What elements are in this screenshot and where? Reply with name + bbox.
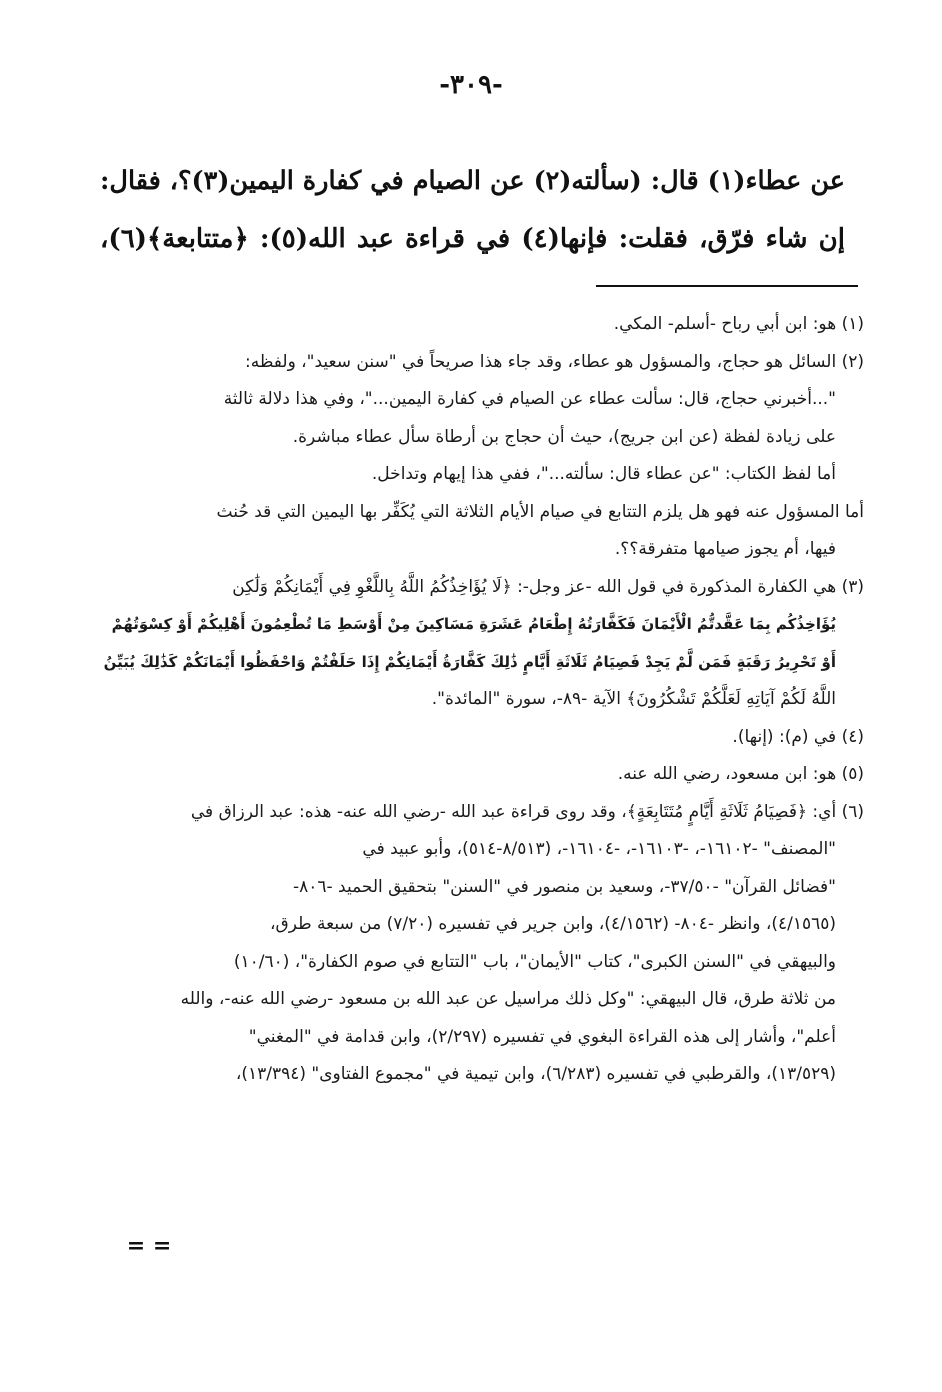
footnote-2-continuation: "...أخبرني حجاج، قال: سألت عطاء عن الصيام في كفارة اليمين..."، وفي هذا دلالة ثالثة	[223, 389, 836, 409]
footnote-2-continuation: على زيادة لفظة (عن ابن جريج)، حيث أن حجاج بن أرطاة سأل عطاء مباشرة.	[292, 426, 836, 447]
continuation-mark: = =	[126, 1233, 172, 1259]
footnote-6-continuation: (١٣/٥٢٩)، والقرطبي في تفسيره (٦/٢٨٣)، وابن تيمية في "مجموع الفتاوى" (١٣/٣٩٤)،	[235, 1064, 836, 1084]
footnote-6-continuation: (٤/١٥٦٥)، وانظر -٨٠٤- (٤/١٥٦٢)، وابن جرير في تفسيره (٧/٢٠) من سبعة طرق،	[270, 914, 836, 934]
footnote-3-verse: يُؤَاخِذُكُم بِمَا عَقَّدتُّمُ الْأَيْمَانَ فَكَفَّارَتُهُ إِطْعَامُ عَشَرَةِ مَسَاكِينَ مِنْ أَوْسَطِ مَا تُطْعِمُونَ أَهْلِيكُمْ أَوْ كِسْوَتُهُمْ	[111, 615, 836, 633]
footnote-2-continuation: أما لفظ الكتاب: "عن عطاء قال: سألته..."، ففي هذا إيهام وتداخل.	[371, 464, 836, 484]
footnote-6-continuation: "المصنف" -١٦١٠٢-، -١٦١٠٣-، -١٦١٠٤-، (٨/٥١٣-٥١٤)، وأبو عبيد في	[362, 839, 836, 859]
footnote-3-verse: أَوْ تَحْرِيرُ رَقَبَةٍ فَمَن لَّمْ يَجِدْ فَصِيَامُ ثَلَاثَةِ أَيَّامٍ ذَٰلِكَ كَفَّارَةُ أَيْمَانِكُمْ إِذَا حَلَفْتُمْ وَاحْفَظُوا أَيْمَانَكُمْ كَذَٰلِكَ يُبَيِّنُ	[103, 652, 836, 671]
main-text-line: إن شاء فرّق، فقلت: فإنها(٤) في قراءة عبد الله(٥): ﴿متتابعة﴾(٦)،	[100, 224, 845, 254]
footnote-2-continuation: أما المسؤول عنه فهو هل يلزم التتابع في صيام الأيام الثلاثة التي يُكَفِّر بها اليمين التي قد حُنث	[216, 501, 864, 522]
footnote-separator	[596, 285, 858, 287]
footnote-6-continuation: من ثلاثة طرق، قال البيهقي: "وكل ذلك مراسيل عن عبد الله بن مسعود -رضي الله عنه-، والله	[180, 989, 836, 1009]
footnote-1: (١) هو: ابن أبي رباح -أسلم- المكي.	[613, 314, 864, 334]
footnote-6-continuation: أعلم"، وأشار إلى هذه القراءة البغوي في تفسيره (٢/٢٩٧)، وابن قدامة في "المغني"	[248, 1026, 836, 1047]
footnote-3: (٣) هي الكفارة المذكورة في قول الله -عز وجل-: ﴿لَا يُؤَاخِذُكُمُ اللَّهُ بِاللَّغْوِ فِي أَيْمَانِكُمْ وَلَٰكِن	[232, 576, 864, 597]
main-text	[100, 152, 845, 268]
footnotes	[90, 306, 864, 1094]
footnote-5: (٥) هو: ابن مسعود، رضي الله عنه.	[617, 764, 864, 784]
footnote-4: (٤) في (م): (إنها).	[732, 726, 864, 747]
footnote-3-verse-end: اللَّهُ لَكُمْ آيَاتِهِ لَعَلَّكُمْ تَشْكُرُونَ﴾ الآية -٨٩-، سورة "المائدة".	[431, 689, 836, 709]
page-number: -٣٠٩-	[439, 70, 503, 100]
footnote-2: (٢) السائل هو حجاج، والمسؤول هو عطاء، وقد جاء هذا صريحاً في "سنن سعيد"، ولفظه:	[245, 351, 864, 372]
footnote-6-continuation: "فضائل القرآن" -٣٧/٥٠-، وسعيد بن منصور في "السنن" بتحقيق الحميد -٨٠٦-	[292, 876, 836, 897]
footnote-2-continuation: فيها، أم يجوز صيامها متفرقة؟؟.	[614, 539, 836, 559]
footnote-6-continuation: والبيهقي في "السنن الكبرى"، كتاب "الأيمان"، باب "التتابع في صوم الكفارة"، (١٠/٦٠)	[233, 951, 836, 972]
main-text-line: عن عطاء(١) قال: (سألته(٢) عن الصيام في كفارة اليمين(٣)؟، فقال:	[100, 166, 846, 196]
footnote-6: (٦) أي: ﴿فَصِيَامُ ثَلَاثَةِ أَيَّامٍ مُتَتَابِعَةٍ﴾، وقد روى قراءة عبد الله -رضي الله عنه- هذه: عبد الرزاق في	[190, 801, 864, 822]
